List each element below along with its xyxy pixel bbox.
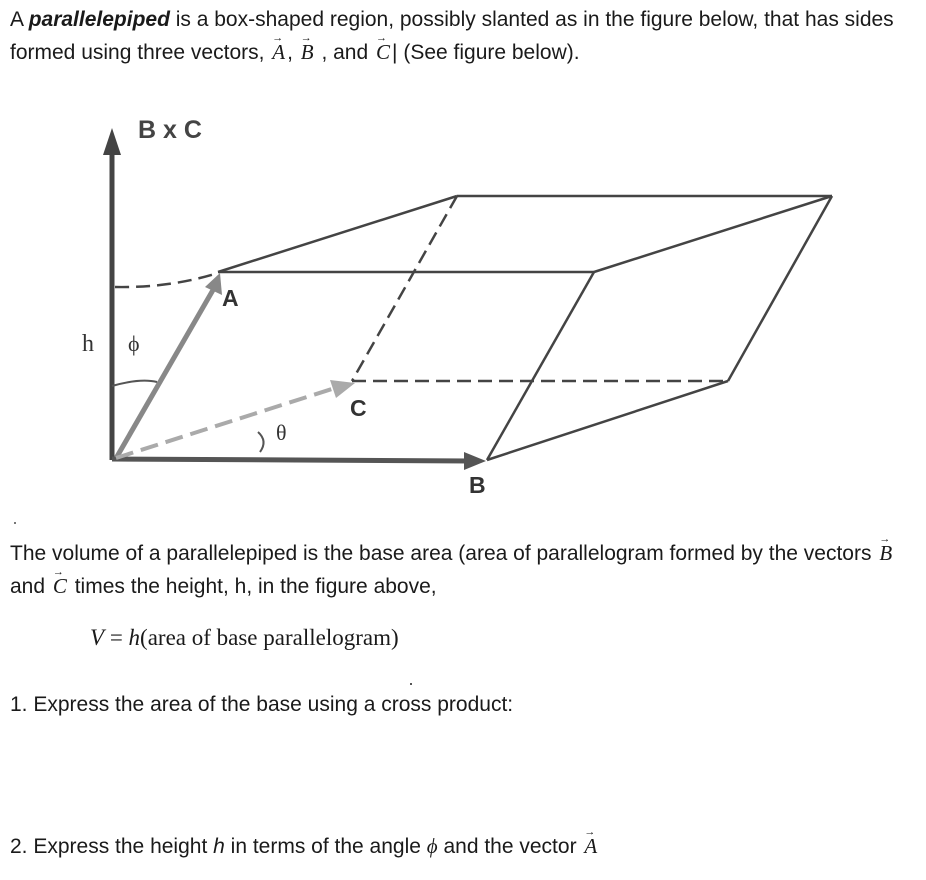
formula-eq: = [104,625,129,650]
vector-a: → A [270,36,287,69]
intro-text: A [10,8,29,31]
formula-h: h [128,625,141,650]
theta-label: θ [276,420,287,445]
volume-text: The volume of a parallelepiped is the base area (area of parallelogram formed by the vectors [10,542,878,565]
stray-mark [14,522,16,524]
a-label: A [222,285,239,311]
intro-text: , and [315,41,375,64]
theta-arc [258,432,264,452]
question-2-text: and the vector [437,835,583,858]
question-1: 1. Express the area of the base using a cross product: [10,693,514,716]
question-2-vector-a: → A [582,830,599,863]
vector-c: → C [374,36,392,69]
vector-c-inline: → C [51,570,69,603]
question-2-phi: ϕ [426,834,438,858]
box-edges [218,196,832,460]
question-2-text: 2. Express the height [10,835,214,858]
c-label: C [350,395,367,421]
height-dashed-curve [115,273,218,287]
vector-b-line [112,459,470,461]
intro-text: , [287,41,299,64]
question-2-h: h [213,835,225,858]
volume-paragraph [10,537,916,603]
b-label: B [469,472,486,498]
vector-a-line [115,290,213,460]
stray-mark [410,683,412,685]
vector-b: → B [299,36,316,69]
volume-formula [90,625,399,651]
volume-text: times the height, h, in the figure above, [68,575,437,598]
vector-b-arrowhead [464,452,486,470]
vector-b-inline: → B [877,537,894,570]
bxc-arrowhead [103,128,121,155]
formula-v: V [90,625,105,650]
phi-label: ϕ [128,331,140,356]
phi-arc [112,381,157,386]
formula-rest: (area of base parallelogram) [140,625,399,650]
question-2-text: in terms of the angle [224,835,427,858]
bxc-label: B x C [138,116,202,144]
question-2 [10,830,599,863]
intro-text: is a box-shaped region, possibly slanted as in the figure below, that has sides formed using three vectors, [10,8,894,64]
hidden-edges [352,196,728,381]
intro-text: | (See figure below). [392,41,580,64]
volume-text: and [10,575,51,598]
term-parallelepiped: parallelepiped [28,8,170,31]
h-label: h [82,331,94,357]
